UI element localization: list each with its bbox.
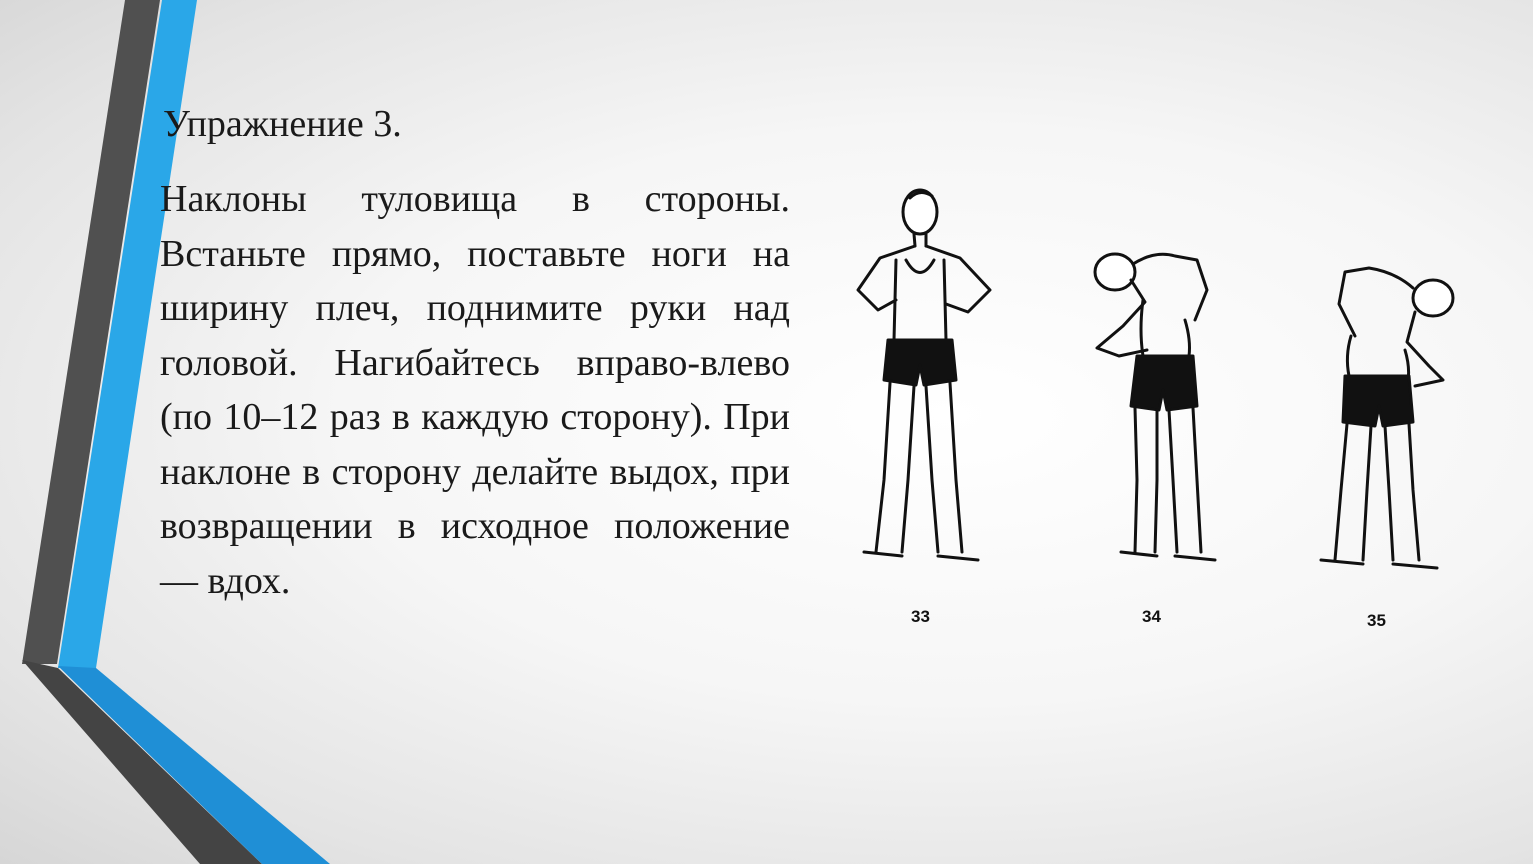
figure-label-33: 33	[911, 607, 930, 626]
figure-label-35: 35	[1367, 611, 1386, 630]
figure-label-34: 34	[1142, 607, 1161, 626]
exercise-description: Наклоны туловища в стороны. Встаньте прямо, поставьте ноги на ширину плеч, поднимите руки над головой. Нагибайтесь вправо-влево (по 10–12 раз в каждую сторону). При наклоне в сторону делайте выдох, при возвращении в исходное положение — вдох.	[160, 178, 790, 602]
gray-wedge	[22, 660, 262, 864]
exercise-illustration	[845, 180, 1485, 640]
slide-title: Упражнение 3.	[163, 103, 402, 145]
figure-standing	[858, 190, 990, 560]
figure-bend-left	[1095, 254, 1215, 560]
figure-bend-right	[1321, 268, 1453, 568]
